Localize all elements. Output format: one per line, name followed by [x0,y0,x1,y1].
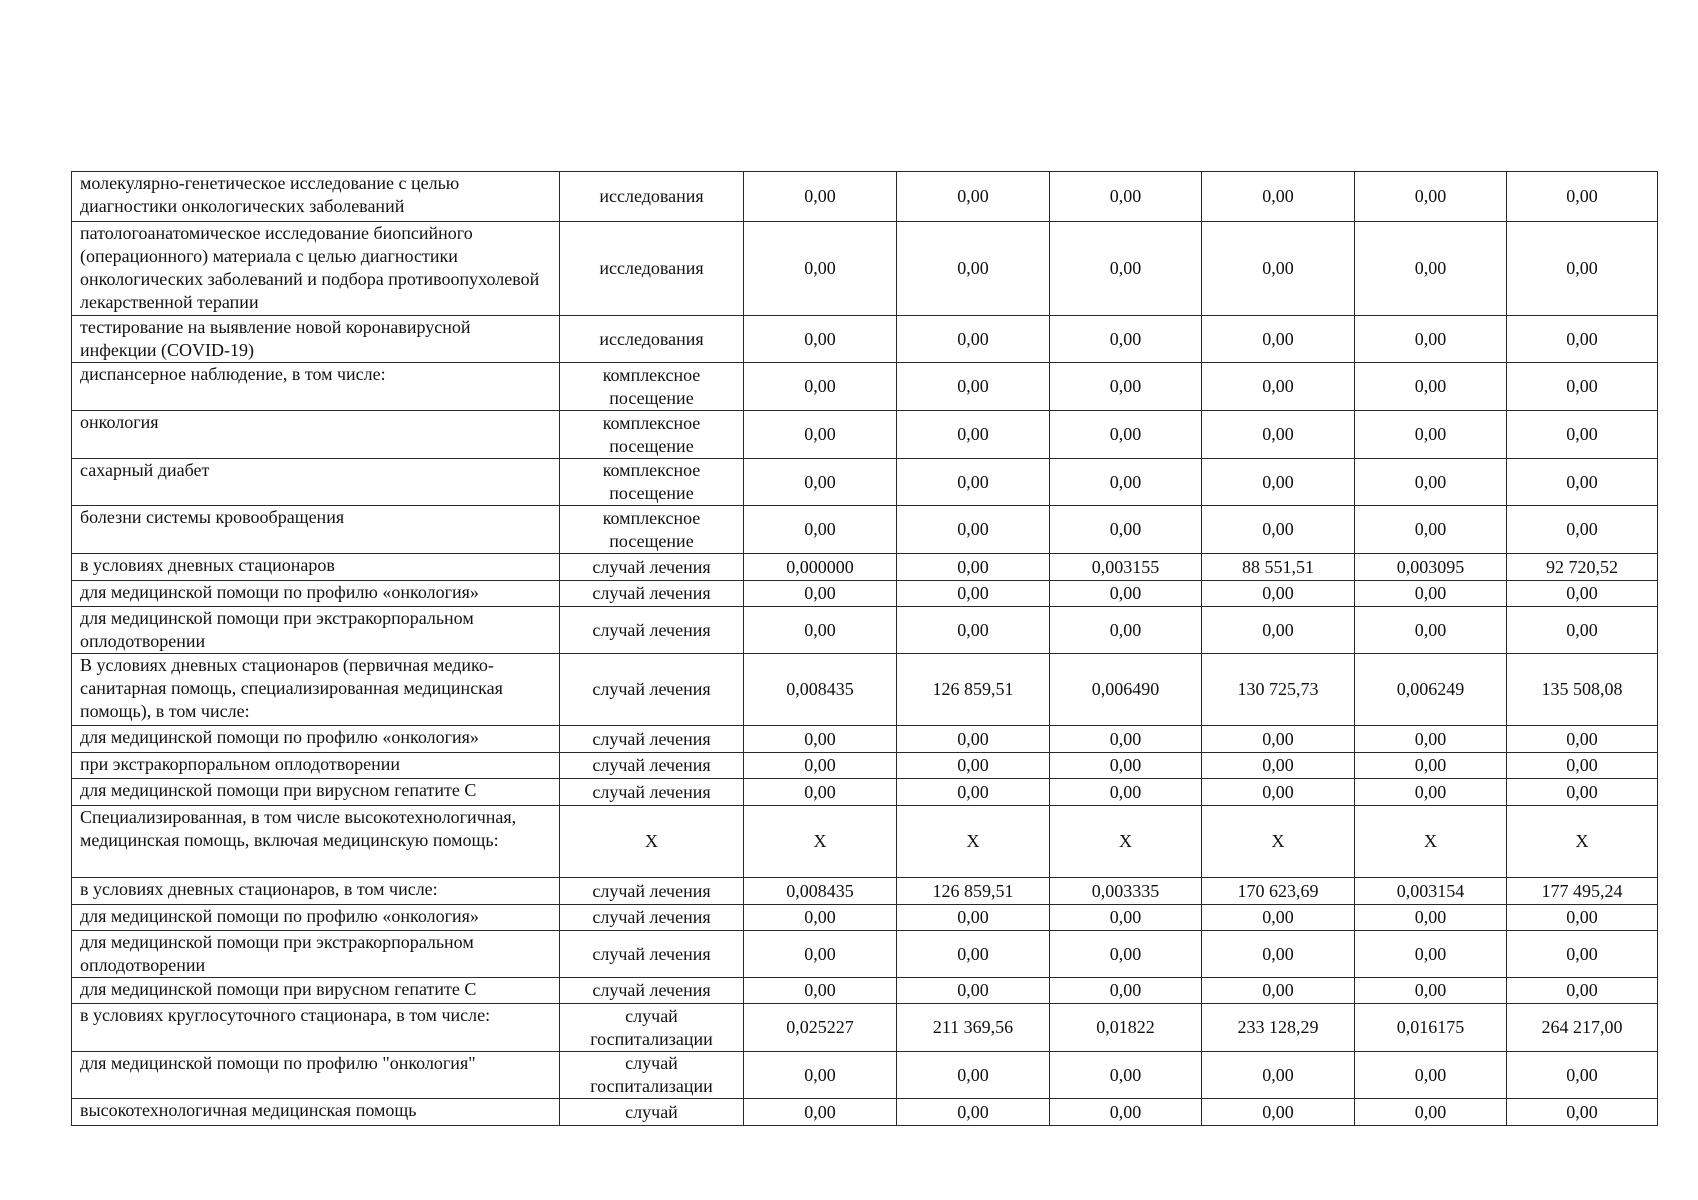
value-cell-2: 0,00 [897,459,1050,506]
value-cell-2: 0,00 [897,779,1050,806]
table-row [72,459,1658,506]
table-row [72,1099,1658,1126]
value-cell-1: Х [744,806,897,878]
value-cell-4: 0,00 [1202,607,1355,654]
value-cell-4: 0,00 [1202,931,1355,978]
value-cell-1: 0,025227 [744,1004,897,1052]
value-cell-1: 0,00 [744,316,897,363]
value-cell-4: 0,00 [1202,779,1355,806]
value-cell-3: 0,00 [1050,753,1202,779]
row-name-cell: для медицинской помощи по профилю «онкология» [72,581,560,607]
row-unit-cell: случай госпитализации [560,1052,744,1099]
value-cell-3: 0,00 [1050,726,1202,753]
row-name-cell: в условиях дневных стационаров [72,554,560,581]
row-name-cell: для медицинской помощи при вирусном гепатите С [72,779,560,806]
row-unit-cell: комплексное посещение [560,459,744,506]
value-cell-6: 0,00 [1507,172,1658,222]
row-name-cell: тестирование на выявление новой коронавирусной инфекции (COVID-19) [72,316,560,363]
value-cell-5: 0,00 [1355,581,1507,607]
value-cell-4: 0,00 [1202,222,1355,316]
value-cell-5: 0,00 [1355,726,1507,753]
table-row [72,1004,1658,1052]
value-cell-4: 0,00 [1202,753,1355,779]
value-cell-6: 0,00 [1507,1052,1658,1099]
value-cell-5: 0,016175 [1355,1004,1507,1052]
row-unit-cell: Х [560,806,744,878]
value-cell-1: 0,00 [744,779,897,806]
table-row [72,753,1658,779]
value-cell-1: 0,00 [744,607,897,654]
row-unit-cell: случай госпитализации [560,1004,744,1052]
value-cell-2: 0,00 [897,363,1050,411]
table-row [72,806,1658,878]
table-body [72,172,1658,1126]
value-cell-2: 0,00 [897,506,1050,554]
row-unit-cell: случай лечения [560,607,744,654]
value-cell-5: 0,00 [1355,222,1507,316]
value-cell-5: 0,00 [1355,1099,1507,1126]
row-unit-cell: случай лечения [560,554,744,581]
value-cell-1: 0,00 [744,1052,897,1099]
value-cell-5: 0,00 [1355,459,1507,506]
value-cell-5: 0,00 [1355,506,1507,554]
table-row [72,607,1658,654]
value-cell-3: 0,00 [1050,779,1202,806]
value-cell-3: 0,00 [1050,506,1202,554]
row-name-cell: для медицинской помощи при вирусном гепатите С [72,978,560,1004]
value-cell-5: 0,00 [1355,931,1507,978]
value-cell-3: 0,00 [1050,363,1202,411]
value-cell-1: 0,00 [744,726,897,753]
row-name-cell: при экстракорпоральном оплодотворении [72,753,560,779]
value-cell-6: 0,00 [1507,726,1658,753]
value-cell-4: Х [1202,806,1355,878]
table-row [72,506,1658,554]
value-cell-1: 0,008435 [744,654,897,726]
value-cell-4: 0,00 [1202,172,1355,222]
row-name-cell: для медицинской помощи при экстракорпоральном оплодотворении [72,931,560,978]
value-cell-3: 0,00 [1050,581,1202,607]
value-cell-6: 0,00 [1507,931,1658,978]
table-row [72,554,1658,581]
row-unit-cell: исследования [560,172,744,222]
value-cell-4: 0,00 [1202,506,1355,554]
norms-table [71,171,1658,1126]
value-cell-5: 0,00 [1355,905,1507,931]
value-cell-1: 0,00 [744,172,897,222]
value-cell-6: Х [1507,806,1658,878]
value-cell-5: 0,003154 [1355,878,1507,905]
value-cell-6: 0,00 [1507,978,1658,1004]
table-row [72,172,1658,222]
value-cell-3: 0,00 [1050,905,1202,931]
value-cell-5: 0,00 [1355,363,1507,411]
value-cell-6: 92 720,52 [1507,554,1658,581]
value-cell-3: 0,00 [1050,978,1202,1004]
value-cell-5: 0,00 [1355,978,1507,1004]
value-cell-3: 0,00 [1050,931,1202,978]
table-row [72,222,1658,316]
row-unit-cell: случай лечения [560,779,744,806]
value-cell-4: 0,00 [1202,459,1355,506]
value-cell-3: 0,003335 [1050,878,1202,905]
value-cell-4: 0,00 [1202,978,1355,1004]
value-cell-4: 0,00 [1202,411,1355,459]
value-cell-6: 0,00 [1507,753,1658,779]
value-cell-4: 170 623,69 [1202,878,1355,905]
table-row [72,363,1658,411]
value-cell-6: 0,00 [1507,459,1658,506]
row-unit-cell: случай лечения [560,931,744,978]
table-row [72,978,1658,1004]
value-cell-5: 0,00 [1355,172,1507,222]
value-cell-3: 0,00 [1050,1099,1202,1126]
value-cell-4: 233 128,29 [1202,1004,1355,1052]
value-cell-2: Х [897,806,1050,878]
row-name-cell: В условиях дневных стационаров (первичная медико-санитарная помощь, специализированная медицинская помощь), в том числе: [72,654,560,726]
value-cell-4: 0,00 [1202,1052,1355,1099]
table-row [72,411,1658,459]
row-name-cell: патологоанатомическое исследование биопсийного (операционного) материала с целью диагностики онкологических заболеваний и подбора противоопухолевой лекарственной терапии [72,222,560,316]
value-cell-2: 0,00 [897,1052,1050,1099]
value-cell-3: 0,003155 [1050,554,1202,581]
value-cell-3: 0,00 [1050,607,1202,654]
value-cell-2: 0,00 [897,222,1050,316]
value-cell-1: 0,00 [744,978,897,1004]
value-cell-2: 0,00 [897,726,1050,753]
value-cell-6: 0,00 [1507,222,1658,316]
value-cell-4: 88 551,51 [1202,554,1355,581]
value-cell-3: Х [1050,806,1202,878]
value-cell-2: 0,00 [897,1099,1050,1126]
value-cell-5: 0,00 [1355,316,1507,363]
value-cell-4: 0,00 [1202,363,1355,411]
value-cell-2: 0,00 [897,554,1050,581]
value-cell-3: 0,00 [1050,172,1202,222]
row-name-cell: диспансерное наблюдение, в том числе: [72,363,560,411]
value-cell-4: 0,00 [1202,905,1355,931]
value-cell-2: 0,00 [897,931,1050,978]
value-cell-3: 0,01822 [1050,1004,1202,1052]
row-name-cell: молекулярно-генетическое исследование с целью диагностики онкологических заболеваний [72,172,560,222]
row-name-cell: в условиях дневных стационаров, в том числе: [72,878,560,905]
row-name-cell: Специализированная, в том числе высокотехнологичная, медицинская помощь, включая медицинскую помощь: [72,806,560,878]
row-name-cell: сахарный диабет [72,459,560,506]
row-name-cell: для медицинской помощи при экстракорпоральном оплодотворении [72,607,560,654]
value-cell-1: 0,00 [744,581,897,607]
value-cell-6: 264 217,00 [1507,1004,1658,1052]
row-name-cell: для медицинской помощи по профилю "онкология" [72,1052,560,1099]
value-cell-1: 0,00 [744,905,897,931]
value-cell-6: 177 495,24 [1507,878,1658,905]
value-cell-2: 126 859,51 [897,654,1050,726]
value-cell-5: 0,00 [1355,753,1507,779]
table-row [72,581,1658,607]
value-cell-6: 0,00 [1507,506,1658,554]
value-cell-2: 0,00 [897,316,1050,363]
table-row [72,905,1658,931]
value-cell-5: 0,00 [1355,1052,1507,1099]
value-cell-4: 0,00 [1202,1099,1355,1126]
value-cell-1: 0,000000 [744,554,897,581]
value-cell-3: 0,00 [1050,411,1202,459]
value-cell-6: 0,00 [1507,607,1658,654]
value-cell-2: 0,00 [897,607,1050,654]
table-row [72,726,1658,753]
value-cell-1: 0,00 [744,222,897,316]
row-name-cell: болезни системы кровообращения [72,506,560,554]
value-cell-3: 0,00 [1050,1052,1202,1099]
value-cell-2: 211 369,56 [897,1004,1050,1052]
table-row [72,654,1658,726]
row-name-cell: высокотехнологичная медицинская помощь [72,1099,560,1126]
value-cell-3: 0,00 [1050,222,1202,316]
table-row [72,878,1658,905]
row-unit-cell: случай лечения [560,978,744,1004]
table-row [72,1052,1658,1099]
value-cell-1: 0,00 [744,1099,897,1126]
value-cell-2: 126 859,51 [897,878,1050,905]
value-cell-4: 130 725,73 [1202,654,1355,726]
row-name-cell: в условиях круглосуточного стационара, в том числе: [72,1004,560,1052]
value-cell-4: 0,00 [1202,316,1355,363]
row-unit-cell: случай лечения [560,905,744,931]
row-unit-cell: исследования [560,316,744,363]
value-cell-5: 0,00 [1355,411,1507,459]
row-unit-cell: исследования [560,222,744,316]
value-cell-2: 0,00 [897,753,1050,779]
row-name-cell: для медицинской помощи по профилю «онкология» [72,726,560,753]
value-cell-5: 0,00 [1355,779,1507,806]
value-cell-3: 0,006490 [1050,654,1202,726]
value-cell-1: 0,00 [744,411,897,459]
table-row [72,316,1658,363]
value-cell-2: 0,00 [897,978,1050,1004]
row-unit-cell: комплексное посещение [560,363,744,411]
value-cell-2: 0,00 [897,172,1050,222]
row-unit-cell: комплексное посещение [560,411,744,459]
row-unit-cell: случай лечения [560,726,744,753]
row-unit-cell: случай лечения [560,581,744,607]
value-cell-3: 0,00 [1050,459,1202,506]
value-cell-6: 0,00 [1507,581,1658,607]
value-cell-5: Х [1355,806,1507,878]
value-cell-4: 0,00 [1202,581,1355,607]
value-cell-2: 0,00 [897,581,1050,607]
value-cell-1: 0,00 [744,459,897,506]
value-cell-2: 0,00 [897,905,1050,931]
value-cell-6: 135 508,08 [1507,654,1658,726]
table-row [72,931,1658,978]
row-unit-cell: случай [560,1099,744,1126]
value-cell-1: 0,00 [744,931,897,978]
row-name-cell: онкология [72,411,560,459]
table-row [72,779,1658,806]
value-cell-6: 0,00 [1507,411,1658,459]
row-unit-cell: комплексное посещение [560,506,744,554]
value-cell-5: 0,00 [1355,607,1507,654]
value-cell-6: 0,00 [1507,1099,1658,1126]
value-cell-1: 0,00 [744,506,897,554]
row-unit-cell: случай лечения [560,878,744,905]
value-cell-1: 0,00 [744,753,897,779]
row-unit-cell: случай лечения [560,753,744,779]
value-cell-1: 0,00 [744,363,897,411]
value-cell-6: 0,00 [1507,779,1658,806]
value-cell-6: 0,00 [1507,905,1658,931]
value-cell-4: 0,00 [1202,726,1355,753]
row-name-cell: для медицинской помощи по профилю «онкология» [72,905,560,931]
value-cell-5: 0,006249 [1355,654,1507,726]
value-cell-2: 0,00 [897,411,1050,459]
value-cell-6: 0,00 [1507,363,1658,411]
value-cell-5: 0,003095 [1355,554,1507,581]
value-cell-3: 0,00 [1050,316,1202,363]
value-cell-6: 0,00 [1507,316,1658,363]
value-cell-1: 0,008435 [744,878,897,905]
row-unit-cell: случай лечения [560,654,744,726]
